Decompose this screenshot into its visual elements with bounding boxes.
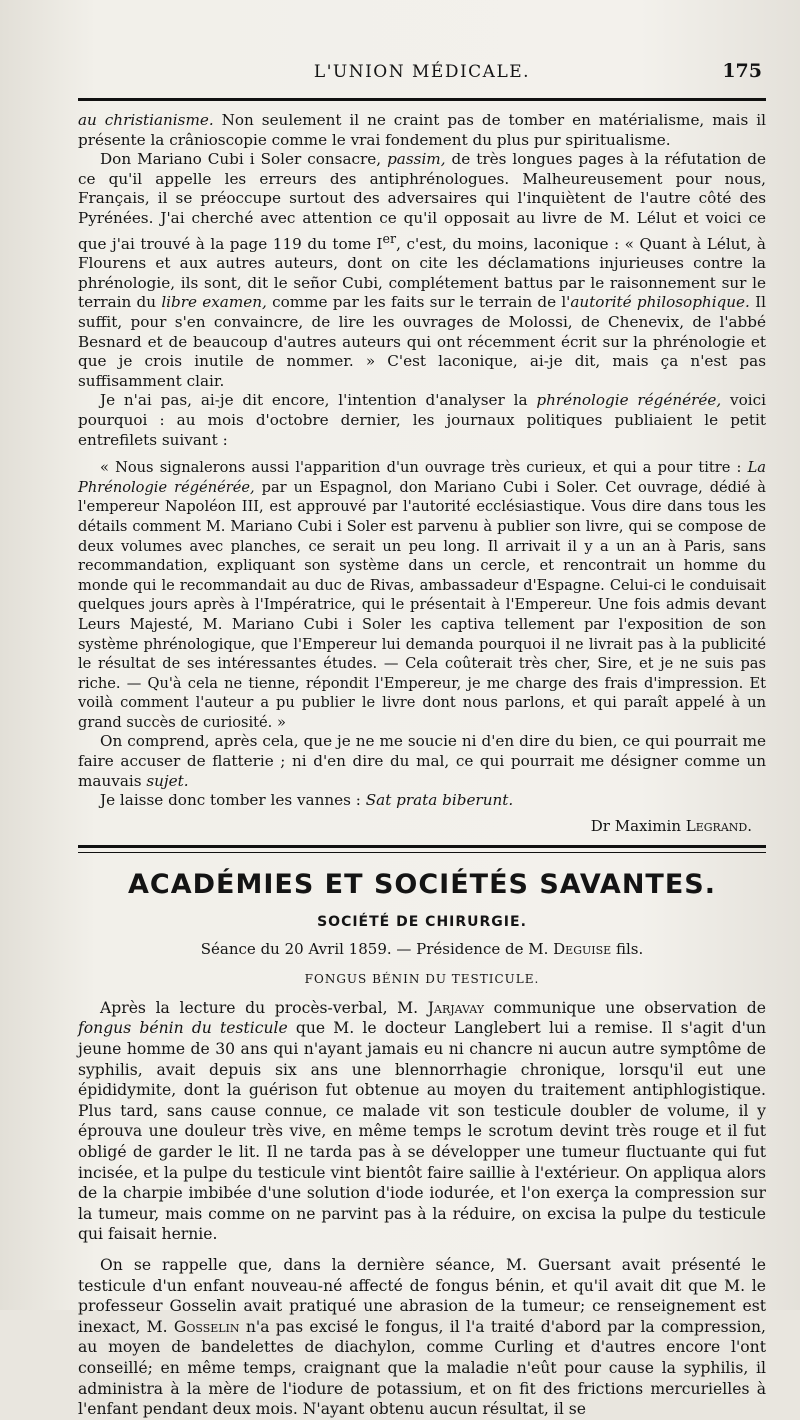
section-body [78,998,766,1420]
signature-first-name: Maximin [614,816,681,835]
superscript-text: er [382,230,397,246]
italic-text: phrénologie régénérée, [536,391,722,410]
paragraph [78,998,766,1245]
header-rule [78,98,766,101]
small-caps-text: Jarjavay [427,998,485,1017]
paragraph-gap [78,1245,766,1255]
text-run: comme par les faits sur le terrain de l' [266,293,571,312]
session-text: Séance du 20 Avril 1859. — Présidence de M. [200,939,554,958]
text-run: Non seulement il ne craint pas de tomber en matérialisme, mais il présente la crânioscopie comme le vrai fondement du plus pur spiritualisme. [78,111,766,149]
page-number: 175 [722,60,762,82]
author-signature [78,817,766,835]
paragraph [78,732,766,791]
session-suffix: fils. [611,939,644,958]
text-run: Il suffit, pour s'en convaincre, de lire les ouvrages de Molossi, de Chenevix, de l'abbé Besnard et de beaucoup d'autres auteurs qui ont récemment écrit sur la phrénologie et que je crois inutile de nommer. » C'est laconique, ai-je dit, mais ça n'est pas suffisamment clair. [78,293,766,390]
text-run: voici pourquoi : au mois d'octobre dernier, les journaux politiques publiaient le petit entrefilets suivant : [78,391,766,449]
text-run: Don Mariano Cubi i Soler consacre, [100,150,388,169]
paragraph [78,1255,766,1420]
signature-last-name: Legrand. [685,816,752,835]
paragraph [78,111,766,150]
running-title: L'UNION MÉDICALE. [313,62,531,82]
italic-text: sujet. [146,771,189,790]
italic-text: Sat prata biberunt. [365,791,514,810]
article-body [78,111,766,811]
signature-prefix: Dr [590,816,610,835]
italic-text: La Phrénologie régénérée, [78,459,766,496]
text-run: « Nous signalerons aussi l'apparition d'un ouvrage très curieux, et qui a pour titre : [100,459,748,477]
section-title: ACADÉMIES ET SOCIÉTÉS SAVANTES. [128,868,716,900]
text-run: , c'est, du moins, laconique : « Quant à Lélut, à Flourens et aux autres auteurs, dont on cite les déclamations injurieuses contre la phrénologie, ils sont, dit le señor Cubi, complétement battus par le raisonnement sur le terrain du [78,234,766,312]
text-run: On comprend, après cela, que je ne me soucie ni d'en dire du bien, ce qui pourrait me faire accuser de flatterie ; ni d'en dire du mal, ce qui pourrait me désigner comme un mauvais [78,732,766,790]
italic-text: au christianisme. [78,111,214,129]
italic-text: autorité philosophique. [570,293,750,312]
text-run: On se rappelle que, dans la dernière séance, M. Guersant avait présenté le testicule d'un enfant nouveau-né affecté de fongus bénin, et qu'il avait dit que M. le professeur Gosselin avait pratiqué une abrasion de la tumeur; ce renseignement est inexact, M. [78,1255,766,1336]
society-title: SOCIÉTÉ DE CHIRURGIE. [317,913,527,930]
text-run: Je n'ai pas, ai-je dit encore, l'intention d'analyser la [100,391,537,410]
text-run: communique une observation de [484,998,766,1017]
text-run: Je laisse donc tomber les vannes : [100,791,366,810]
page-header [78,60,766,92]
italic-text: libre examen, [161,293,267,312]
text-run: Après la lecture du procès-verbal, M. [100,998,428,1017]
session-line [78,940,766,958]
paragraph [78,391,766,450]
text-run: de très longues pages à la réfutation de ce qu'il appelle les erreurs des antiphrénologues. Malheureusement pour nous, Français, il se préoccupe surtout des adversaires qui l'inquiètent de l'autre côté des Pyrénées. J'ai cherché avec attention ce qu'il opposait au livre de M. Lélut et voici ce que j'ai trouvé à la page 119 du tome I [78,150,766,253]
paragraph [78,458,766,732]
text-run: que M. le docteur Langlebert lui a remise. Il s'agit d'un jeune homme de 30 ans qui n'ayant jamais eu ni chancre ni aucun autre symptôme de syphilis, avait depuis six ans une blennorrhagie chronique, lorsqu'il eut une épididymite, dont la guérison fut obtenue au moyen du traitement antiphlogistique. Plus tard, sans cause connue, ce malade vit son testicule doubler de volume, il y éprouva une douleur très vive, en même temps le scrotum devint très rouge et il fut obligé de garder le lit. Il ne tarda pas à se développer une tumeur fluctuante qui fut incisée, et la pulpe du testicule vint bientôt faire saillie à l'extérieur. On appliqua alors de la charpie imbibée d'une solution d'iode iodurée, et l'on exerça la compression sur la tumeur, mais comme on ne parvint pas à la réduire, on excisa la pulpe du testicule qui faisait hernie. [78,1019,767,1244]
small-caps-text: Gosselin [173,1317,240,1336]
session-president: Deguise [553,939,612,958]
paragraph [78,150,766,391]
italic-text: passim, [387,150,446,169]
text-run: n'a pas excisé le fongus, il l'a traité d'abord par la compression, au moyen de bandelettes de diachylon, comme Curling et d'autres encore l'ont conseillé; en même temps, craignant que la maladie n'eût pour cause la syphilis, il administra à la mère de l'iodure de potassium, et on fit des frictions mercurielles à l'enfant pendant deux mois. N'ayant obtenu aucun résultat, il se [78,1317,767,1419]
section-divider [78,845,766,853]
text-run: par un Espagnol, don Mariano Cubi i Soler. Cet ouvrage, dédié à l'empereur Napoléon III, est approuvé par l'autorité ecclésiastique. Vous dire dans tous les détails comment M. Mariano Cubi i Soler est parvenu à publier son livre, qui se compose de deux volumes avec planches, ce serait un peu long. Il arrivait il y a un an à Paris, sans recommandation, expliquant son système dans un cercle, et rencontrait un homme du monde qui le recommandait au duc de Rivas, ambassadeur d'Espagne. Celui-ci le conduisait quelques jours après à l'Impératrice, qui le présentait à l'Empereur. Une fois admis devant Leurs Majesté, M. Mariano Cubi i Soler les captiva tellement par l'exposition de son système phrénologique, que l'Empereur lui demanda pourquoi il ne livrait pas à la publicité le résultat de ses intéressantes études. — Cela coûterait très cher, Sire, et je ne suis pas riche. — Qu'à cela ne tienne, répondit l'Empereur, je me charge des frais d'impression. Et voilà comment l'auteur a pu publier le livre dont nous parlons, et qui paraît appelé à un grand succès de curiosité. » [78,478,766,731]
subsection-title: FONGUS BÉNIN DU TESTICULE. [304,971,540,986]
italic-text: fongus bénin du testicule [78,1019,288,1038]
paragraph [78,791,766,811]
